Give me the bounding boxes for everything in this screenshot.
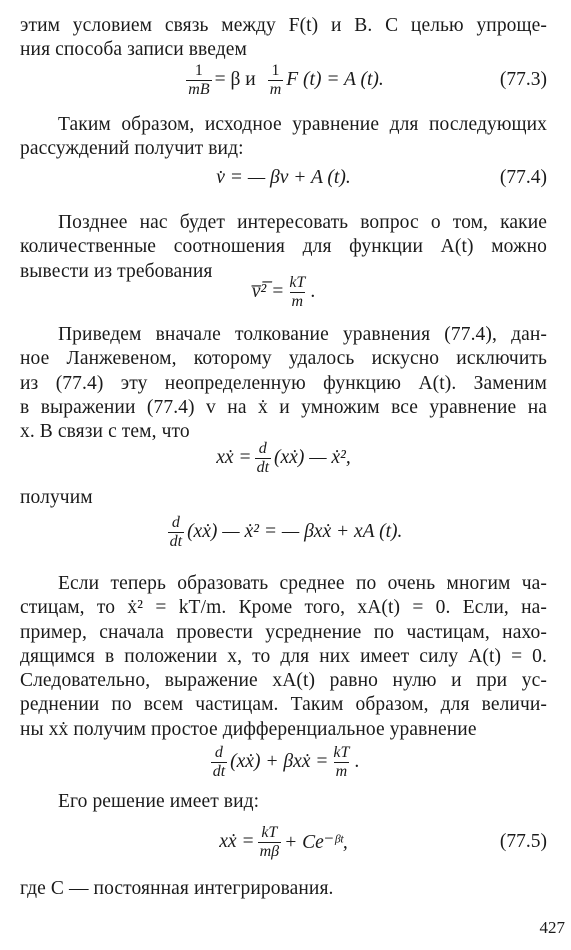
text-line: ное Ланжевеном, которому удалось искусно исключить — [20, 348, 547, 370]
equation-langevin: $\frac{d}{dt}$ (xẋ) — ẋ² = — βxẋ + xA (t). — [169, 513, 403, 550]
fraction: $\frac{d}{dt}$ — [212, 743, 226, 780]
text-line: рассуждений получит вид: — [20, 138, 244, 160]
text-line: где C — постоянная интегрирования. — [20, 878, 334, 899]
paragraph-4 — [20, 323, 547, 444]
equation-number: (77.5) — [499, 831, 547, 852]
fraction: $\frac{1}{m}$ — [269, 61, 282, 98]
text-line: x. В связи с тем, что — [20, 421, 190, 443]
page-number: 427 — [539, 918, 565, 937]
text-line: этим условием связь между F(t) и B. С целью упроще- — [20, 15, 547, 36]
equation-77-5: xẋ = $\frac{kT}{m\beta}$ + Ce⁻ᵝᵗ, (77.5) — [219, 823, 547, 860]
text-line: из (77.4) эту неопределенную функцию A(t). Заменим — [20, 372, 547, 394]
text-line: Приведем вначале толкование уравнения (77.4), дан- — [58, 324, 547, 345]
text-line: Его решение имеет вид: — [58, 791, 260, 812]
text-line: получим — [20, 487, 93, 508]
fraction: $\frac{kT}{m}$ — [289, 273, 306, 310]
equation-averaged: $\frac{d}{dt}$ (xẋ) + βxẋ = $\frac{kT}{m}$ . — [212, 743, 360, 780]
equation-velocity-square: v̅²̅ = $\frac{kT}{m}$ . — [251, 273, 316, 310]
text-line: в выражении (77.4) v на ẋ и умножим все уравнение на — [20, 396, 547, 418]
fraction: $\frac{d}{dt}$ — [256, 439, 270, 476]
equation-xdotx: xẋ = $\frac{d}{dt}$ (xẋ) — ẋ², — [216, 439, 351, 476]
text-line: Позднее нас будет интересовать вопрос о том, какие — [58, 212, 547, 233]
text-line: вывести из требования — [20, 260, 213, 282]
fraction: $\frac{d}{dt}$ — [169, 513, 183, 550]
equation-number: (77.3) — [499, 69, 547, 90]
fraction: $\frac{kT}{m\beta}$ — [259, 823, 280, 860]
paragraph-6 — [20, 572, 547, 742]
text-line: Если теперь образовать среднее по очень многим ча- — [58, 573, 547, 594]
paragraph-7 — [20, 790, 547, 814]
text-line: количественные соотношения для функции A(t) можно — [20, 236, 547, 258]
fraction: $\frac{kT}{m}$ — [333, 743, 350, 780]
equation-77-4: v̇ = — βv + A (t). (77.4) — [216, 167, 547, 188]
paragraph-8 — [20, 877, 547, 901]
text-line: пример, сначала провести усреднение по частицам, нахо- — [20, 621, 547, 643]
text-line: дящимся в положении x, то для них имеет силу A(t) = 0. — [20, 645, 547, 667]
equation-77-3: $\frac{1}{mB}$ = β и $\frac{1}{m}$ F (t) = A (t). (77.3) — [188, 61, 547, 98]
text-line: ны xẋ получим простое дифференциальное уравнение — [20, 718, 477, 740]
text-line: Таким образом, исходное уравнение для последующих — [58, 114, 547, 135]
text-line: ния способа записи введем — [20, 39, 247, 61]
fraction: $\frac{1}{mB}$ — [188, 61, 210, 98]
text-line: реднении по всем частицам. Таким образом, для величи- — [20, 694, 547, 716]
equation-number: (77.4) — [499, 167, 547, 188]
text-line: стицам, то ẋ² = kT/m. Кроме того, xA(t) = 0. Если, на- — [20, 597, 547, 619]
text-line: Следовательно, выражение xA(t) равно нулю и при ус- — [20, 670, 547, 692]
